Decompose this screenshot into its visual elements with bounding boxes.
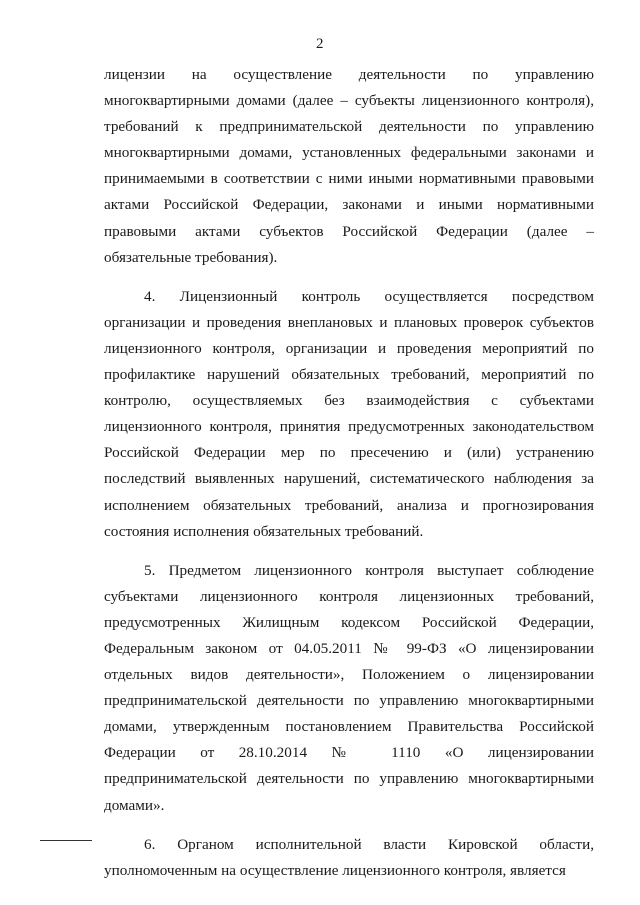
paragraph-item-6: 6. Органом исполнительной власти Кировской области, уполномоченным на осуществление лицензионного контроля, является <box>104 835 594 879</box>
paragraph-continuation: лицензии на осуществление деятельности по управлению многоквартирными домами (далее – субъекты лицензионного контроля), требований к предпринимательской деятельности по управлению многоквартирными домами, установленных федеральными законами и принимаемыми в соответствии с ними иными нормативными правовыми актами Российской Федерации, законами и иными нормативными правовыми актами субъектов Российской Федерации (далее – обязательные требования). <box>104 66 594 266</box>
paragraph-item-5: 5. Предметом лицензионного контроля выступает соблюдение субъектами лицензионного контроля лицензионных требований, предусмотренных Жилищным кодексом Российской Федерации, Федеральным законом от 04.05.2011 № 99-ФЗ «О лицензировании отдельных видов деятельности», Положением о лицензировании предпринимательской деятельности по управлению многоквартирными домами, утвержденным постановлением Правительства Российской Федерации от 28.10.2014 № 1110 «О лицензировании предпринимательской деятельности по управлению многоквартирными домами». <box>104 561 594 814</box>
paragraph-item-4: 4. Лицензионный контроль осуществляется посредством организации и проведения внеплановых и плановых проверок субъектов лицензионного контроля, организации и проведения мероприятий по профилактике нарушений обязательных требований, мероприятий по контролю, осуществляемых без взаимодействия с субъектами лицензионного контроля, принятия предусмотренных законодательством Российской Федерации мер по пресечению и (или) устранению последствий выявленных нарушений, систематического наблюдения за исполнением обязательных требований, анализа и прогнозирования состояния исполнения обязательных требований. <box>104 287 594 540</box>
page-number: 2 <box>316 36 324 52</box>
footnote-separator-line <box>40 840 92 841</box>
document-body <box>104 62 594 884</box>
